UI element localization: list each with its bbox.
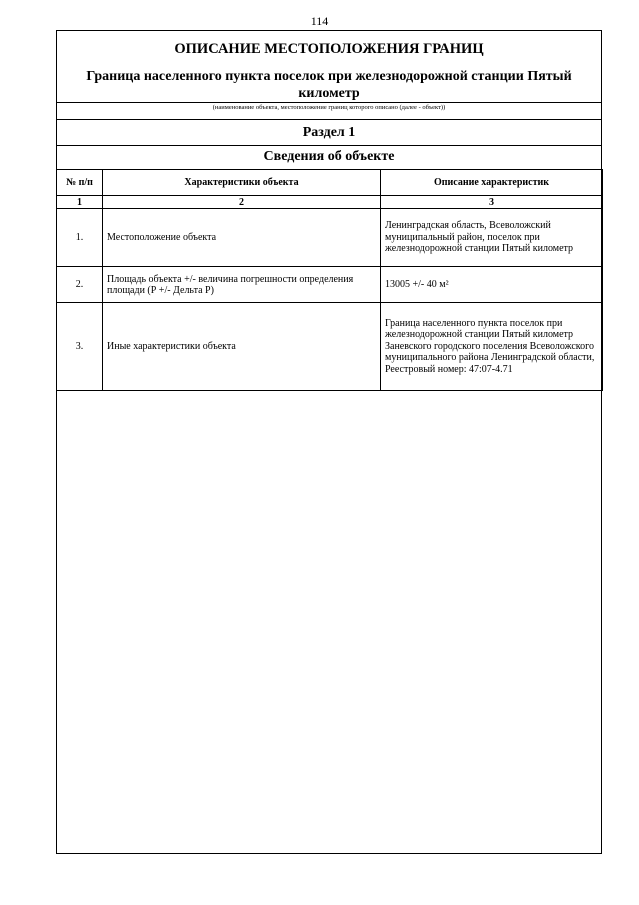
section-subtitle: Сведения об объекте: [263, 149, 395, 164]
row-number: 1.: [57, 209, 103, 267]
row-characteristic: Иные характеристики объекта: [103, 303, 381, 391]
divider: [57, 145, 601, 146]
object-caption: (наименование объекта, местоположение границ которого описано (далее - объект)): [212, 104, 446, 111]
row-description: Ленинградская область, Всеволожский муниципальный район, поселок при железнодорожной станции Пятый километр: [381, 209, 603, 267]
header-characteristic: Характеристики объекта: [103, 170, 381, 196]
row-number: 2.: [57, 267, 103, 303]
divider: [57, 119, 601, 120]
column-number: 2: [103, 196, 381, 209]
table-header-row: [57, 170, 603, 196]
table-row: [57, 303, 603, 391]
row-characteristic: Площадь объекта +/- величина погрешности определения площади (Р +/- Дельта Р): [103, 267, 381, 303]
column-number: 1: [57, 196, 103, 209]
header-number: № п/п: [57, 170, 103, 196]
column-number: 3: [381, 196, 603, 209]
row-number: 3.: [57, 303, 103, 391]
table-row: [57, 209, 603, 267]
column-numbers-row: [57, 196, 603, 209]
document-frame: [56, 30, 602, 854]
document-title: ОПИСАНИЕ МЕСТОПОЛОЖЕНИЯ ГРАНИЦ: [174, 41, 484, 57]
section-title: Раздел 1: [302, 125, 356, 140]
row-description: 13005 +/- 40 м²: [381, 267, 603, 303]
row-characteristic: Местоположение объекта: [103, 209, 381, 267]
page-number: 114: [310, 14, 329, 28]
row-description: Граница населенного пункта поселок при железнодорожной станции Пятый километр Заневского городского поселения Всеволожского муниципального района Ленинградской области, Реестровый номер: 47:07-4.71: [381, 303, 603, 391]
divider: [57, 102, 601, 103]
object-name: Граница населенного пункта поселок при железнодорожной станции Пятый километр: [86, 69, 572, 101]
table-row: [57, 267, 603, 303]
object-info-table: [56, 169, 603, 391]
header-description: Описание характеристик: [381, 170, 603, 196]
